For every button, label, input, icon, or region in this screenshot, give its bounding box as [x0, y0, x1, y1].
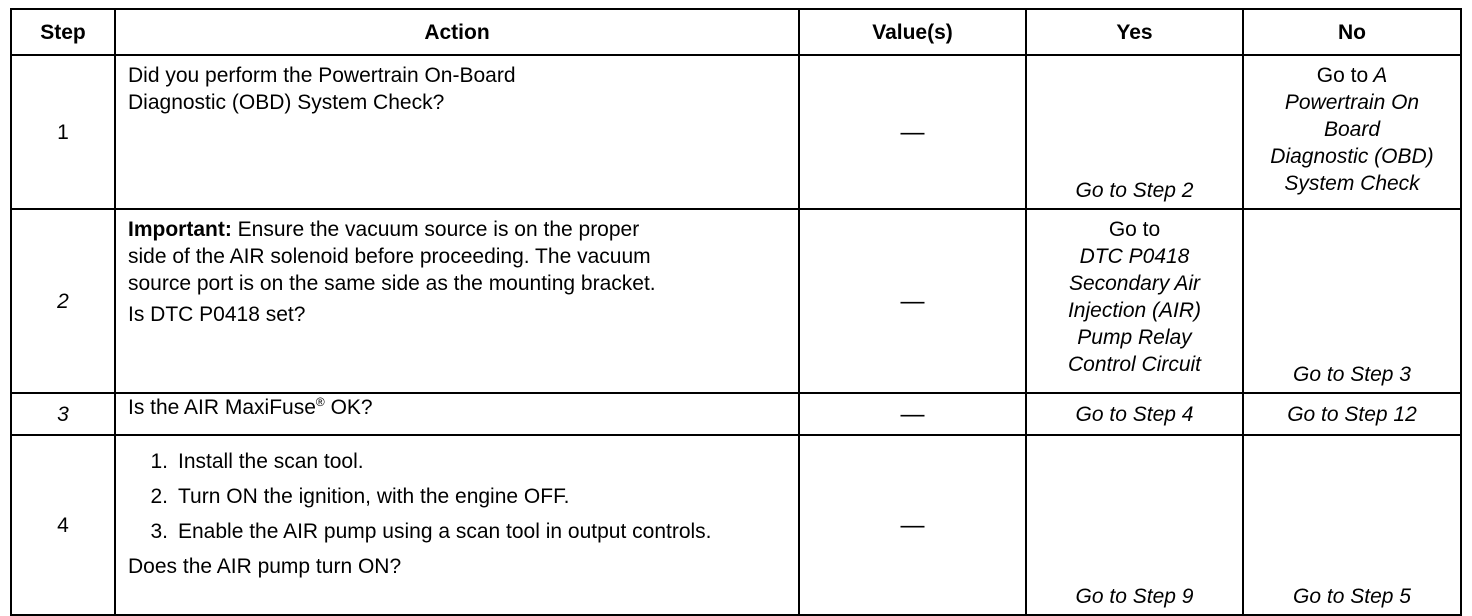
no-link[interactable]: Go to Step 12: [1287, 402, 1417, 426]
action-text: Is the AIR MaxiFuse: [128, 396, 316, 419]
substep-text: Enable the AIR pump using a scan tool in output controls.: [178, 520, 712, 543]
no-cell: [1243, 209, 1461, 393]
action-line: side of the AIR solenoid before proceeding. The vacuum: [128, 245, 651, 268]
header-step: Step: [11, 9, 115, 55]
header-row: [11, 9, 1461, 55]
action-cell: [115, 393, 799, 435]
no-target: Board: [1323, 118, 1381, 141]
yes-target: DTC P0418: [1079, 245, 1190, 268]
yes-link[interactable]: Go to Step 2: [1075, 179, 1194, 202]
action-question: Does the AIR pump turn ON?: [128, 555, 402, 578]
table-row-step-3: [11, 393, 1461, 435]
no-target: System Check: [1284, 172, 1420, 195]
action-line: Diagnostic (OBD) System Check?: [128, 91, 445, 114]
yes-cell: [1026, 209, 1243, 393]
yes-link[interactable]: Go to Step 9: [1075, 585, 1194, 608]
action-cell: [115, 55, 799, 209]
action-question: Is DTC P0418 set?: [128, 303, 306, 326]
important-label: Important:: [128, 218, 232, 241]
substep-item: [128, 483, 786, 510]
step-number: 3: [11, 393, 115, 435]
value-cell: —: [799, 209, 1026, 393]
substep-number: 2.: [150, 485, 168, 508]
yes-target: Secondary Air: [1068, 272, 1201, 295]
yes-target: Pump Relay: [1077, 326, 1192, 349]
action-text: Ensure the vacuum source is on the proper: [231, 218, 640, 241]
table-row-step-1: [11, 55, 1461, 209]
table-row-step-2: [11, 209, 1461, 393]
substep-item: [128, 518, 786, 545]
no-link[interactable]: [1244, 64, 1460, 197]
value-cell: —: [799, 55, 1026, 209]
step-number: 1: [11, 55, 115, 209]
substep-number: 1.: [150, 450, 168, 473]
yes-cell: [1026, 435, 1243, 615]
action-cell: [115, 209, 799, 393]
substep-list: [128, 448, 786, 545]
action-text-tail: OK?: [324, 396, 373, 419]
yes-cell: [1026, 393, 1243, 435]
action-line: Did you perform the Powertrain On-Board: [128, 64, 516, 87]
yes-link[interactable]: [1027, 216, 1242, 378]
substep-text: Install the scan tool.: [178, 450, 364, 473]
yes-cell: [1026, 55, 1243, 209]
action-cell: [115, 435, 799, 615]
value-cell: —: [799, 393, 1026, 435]
step-number: 4: [11, 435, 115, 615]
substep-item: [128, 448, 786, 475]
no-cell: [1243, 435, 1461, 615]
no-link[interactable]: Go to Step 5: [1293, 585, 1411, 608]
no-cell: [1243, 393, 1461, 435]
action-line: source port is on the same side as the mounting bracket.: [128, 272, 656, 295]
yes-link[interactable]: Go to Step 4: [1075, 402, 1194, 426]
substep-text: Turn ON the ignition, with the engine OFF.: [178, 485, 570, 508]
substep-number: 3.: [150, 520, 168, 543]
no-target: Diagnostic (OBD): [1270, 145, 1434, 168]
header-values: Value(s): [799, 9, 1026, 55]
diagnostic-table: [10, 8, 1462, 616]
value-cell: —: [799, 435, 1026, 615]
yes-prefix: Go to: [1108, 218, 1161, 241]
no-cell: [1243, 55, 1461, 209]
registered-mark: ®: [315, 395, 325, 409]
header-yes: Yes: [1026, 9, 1243, 55]
no-target: Powertrain On: [1284, 91, 1420, 114]
yes-target: Injection (AIR): [1067, 299, 1202, 322]
header-no: No: [1243, 9, 1461, 55]
header-action: Action: [115, 9, 799, 55]
no-link[interactable]: Go to Step 3: [1293, 363, 1411, 386]
yes-target: Control Circuit: [1067, 353, 1202, 376]
table-row-step-4: [11, 435, 1461, 615]
action-line: [128, 216, 786, 243]
step-number: 2: [11, 209, 115, 393]
no-target: A: [1373, 64, 1388, 87]
no-prefix: Go to: [1316, 64, 1369, 87]
